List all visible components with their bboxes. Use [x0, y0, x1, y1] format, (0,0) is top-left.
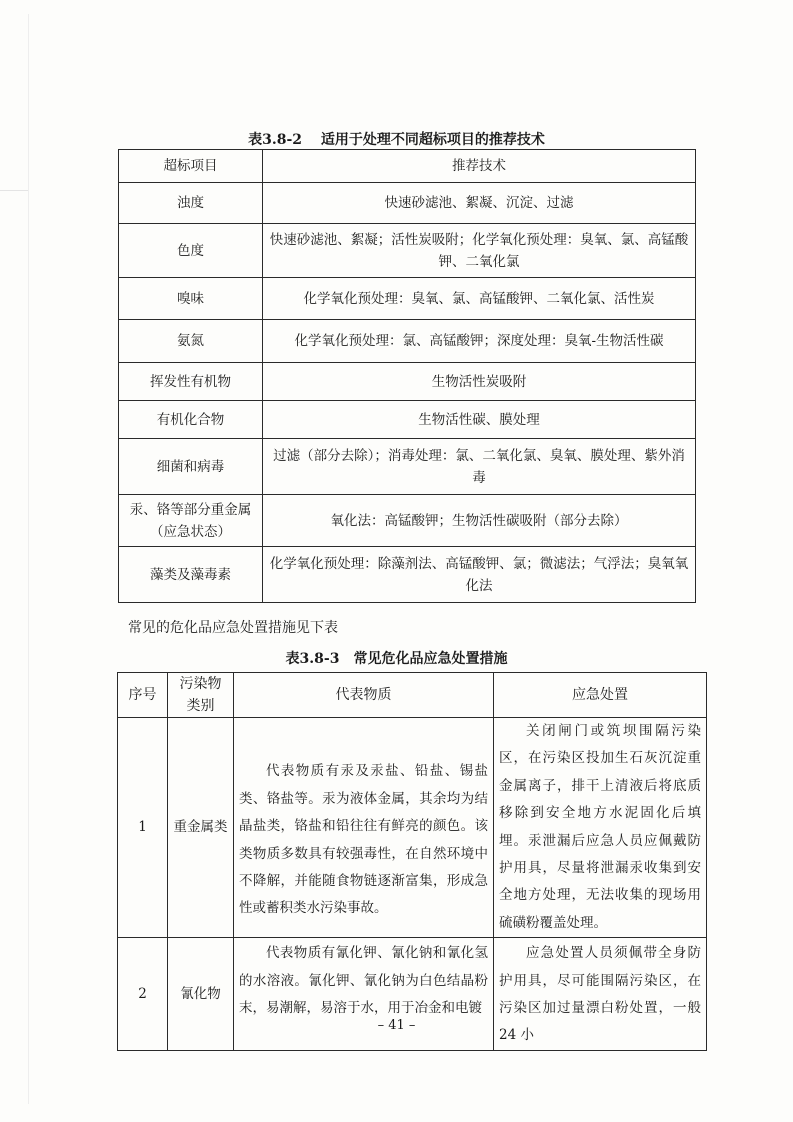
- recommended-tech-table: [118, 149, 696, 603]
- table-row: [119, 547, 696, 603]
- table-cell: 有机化合物: [119, 401, 263, 439]
- scan-artifact-line: [28, 14, 29, 1104]
- table-cell: 重金属类: [168, 718, 234, 938]
- table-row: [118, 938, 707, 1051]
- table-cell: 代表物质有汞及汞盐、铅盐、锡盐类、铬盐等。汞为液体金属，其余均为结晶盐类，铬盐和铅往往有鲜亮的颜色。该类物质多数具有较强毒性，在自然环境中不降解，并能随食物链逐渐富集，形成急性或蓄积类水污染事故。: [234, 718, 494, 938]
- header-cell: 推荐技术: [263, 150, 696, 183]
- table-cell: 氨氮: [119, 320, 263, 363]
- table-cell: 生物活性碳、膜处理: [263, 401, 696, 439]
- table-cell: 细菌和病毒: [119, 439, 263, 495]
- table-cell: 过滤（部分去除）；消毒处理：氯、二氧化氯、臭氧、膜处理、紫外消毒: [263, 439, 696, 495]
- header-cell: 代表物质: [234, 673, 494, 718]
- table-header-row: [119, 150, 696, 183]
- table-row: [118, 718, 707, 938]
- table-header-row: [118, 673, 707, 718]
- table-cell: 应急处置人员须佩带全身防护用具，尽可能围隔污染区，在污染区加过量漂白粉处置，一般 24 小: [494, 938, 707, 1051]
- table-cell: 代表物质有氰化钾、氰化钠和氰化氢的水溶液。氰化钾、氰化钠为白色结晶粉末，易潮解，易溶于水，用于冶金和电镀: [234, 938, 494, 1051]
- table-cell: 浊度: [119, 183, 263, 224]
- table-row: [119, 224, 696, 278]
- table-cell: 色度: [119, 224, 263, 278]
- scan-artifact-line: [0, 190, 28, 191]
- table-cell: 化学氧化预处理：除藻剂法、高锰酸钾、氯；微滤法；气浮法；臭氧氧化法: [263, 547, 696, 603]
- table-cell: 化学氧化预处理：臭氧、氯、高锰酸钾、二氧化氯、活性炭: [263, 278, 696, 320]
- table-cell: 氧化法：高锰酸钾；生物活性碳吸附（部分去除）: [263, 495, 696, 547]
- header-cell: 污染物类别: [168, 673, 234, 718]
- body-paragraph: 常见的危化品应急处置措施见下表: [128, 620, 338, 636]
- table-cell: 生物活性炭吸附: [263, 363, 696, 401]
- table-cell: 2: [118, 938, 168, 1051]
- table-row: [119, 439, 696, 495]
- page-number: – 41 –: [377, 1018, 416, 1033]
- table-cell: 挥发性有机物: [119, 363, 263, 401]
- table-cell: 嗅味: [119, 278, 263, 320]
- table-row: [119, 495, 696, 547]
- table-row: [119, 363, 696, 401]
- table-row: [119, 401, 696, 439]
- table-cell: 汞、铬等部分重金属（应急状态）: [119, 495, 263, 547]
- table2-caption: 表3.8-3 常见危化品应急处置措施: [285, 651, 508, 667]
- table-cell: 藻类及藻毒素: [119, 547, 263, 603]
- header-cell: 超标项目: [119, 150, 263, 183]
- table-cell: 氰化物: [168, 938, 234, 1051]
- table-row: [119, 183, 696, 224]
- table-cell: 化学氧化预处理：氯、高锰酸钾；深度处理：臭氧-生物活性碳: [263, 320, 696, 363]
- table-row: [119, 278, 696, 320]
- table-row: [119, 320, 696, 363]
- table-cell: 快速砂滤池、絮凝；活性炭吸附；化学氧化预处理：臭氧、氯、高锰酸钾、二氧化氯: [263, 224, 696, 278]
- header-cell: 序号: [118, 673, 168, 718]
- table1-caption: 表3.8-2 适用于处理不同超标项目的推荐技术: [248, 132, 545, 148]
- table-cell: 快速砂滤池、絮凝、沉淀、过滤: [263, 183, 696, 224]
- emergency-measures-table: [117, 672, 707, 1051]
- table-cell: 关闭闸门或筑坝围隔污染区，在污染区投加生石灰沉淀重金属离子，排干上清液后将底质移除到安全地方水泥固化后填埋。汞泄漏后应急人员应佩戴防护用具，尽量将泄漏汞收集到安全地方处理，无法收集的现场用硫磺粉覆盖处理。: [494, 718, 707, 938]
- table-cell: 1: [118, 718, 168, 938]
- header-cell: 应急处置: [494, 673, 707, 718]
